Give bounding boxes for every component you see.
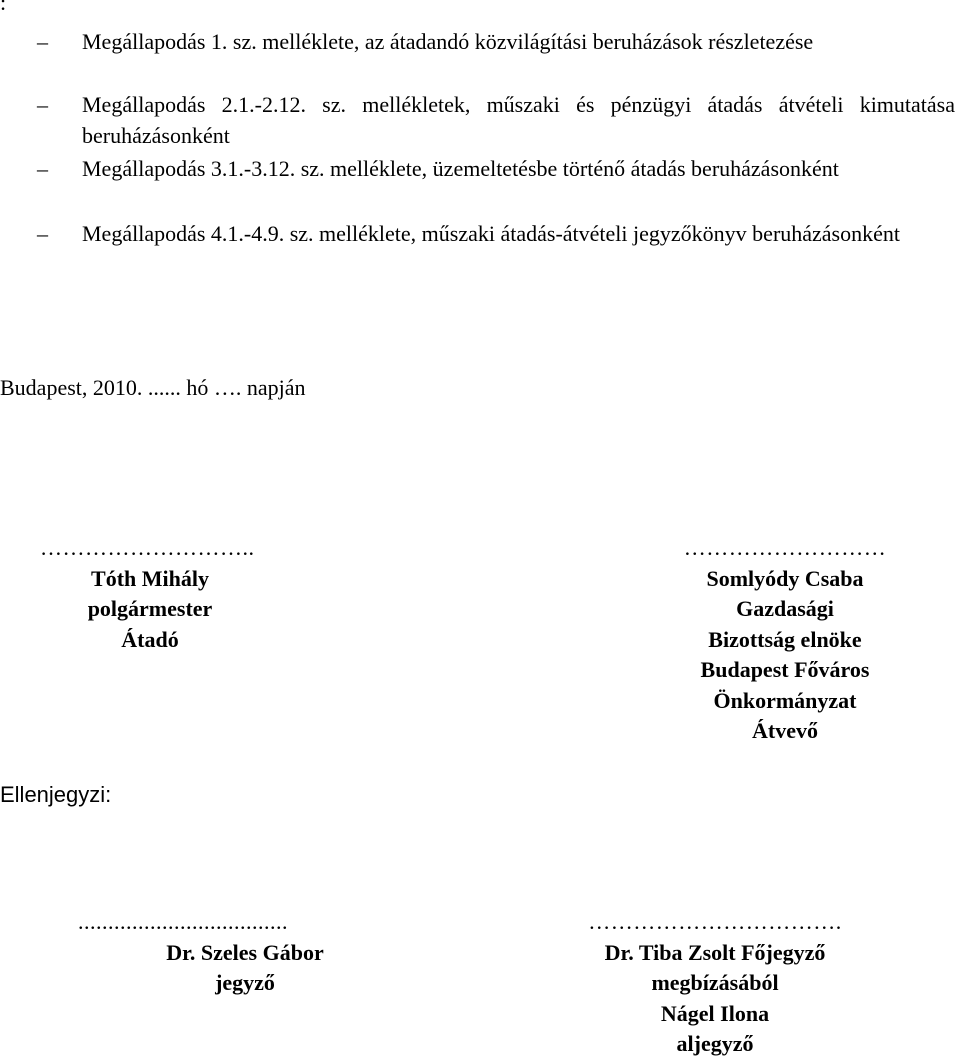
countersignature-block-deputy bbox=[560, 907, 870, 1060]
signatory-title-line: Gazdasági bbox=[736, 596, 834, 621]
signature-line: ……………………….. bbox=[40, 535, 255, 560]
signatory-title-line: Budapest Főváros bbox=[700, 657, 870, 682]
signatory-name: Somlyódy Csaba bbox=[706, 565, 864, 591]
leading-colon: : bbox=[0, 0, 7, 15]
list-item-text: Megállapodás 3.1.-3.12. sz. melléklete, üzemeltetésbe történő átadás beruházásonként bbox=[82, 156, 839, 181]
list-item bbox=[37, 153, 955, 184]
signatory-title-line: Bizottság elnöke bbox=[708, 626, 862, 652]
countersign-label: Ellenjegyzi: bbox=[0, 782, 112, 807]
signatory-name: Nágel Ilona bbox=[660, 1000, 770, 1026]
signature-line: ……………………………. bbox=[588, 909, 842, 934]
dash-bullet: – bbox=[37, 221, 48, 246]
list-item-text: Megállapodás 1. sz. melléklete, az átadandó közvilágítási beruházások részletezése bbox=[82, 29, 814, 54]
signature-block-handover bbox=[40, 533, 260, 655]
list-item bbox=[37, 26, 955, 57]
signatory-line: Dr. Tiba Zsolt Főjegyző bbox=[604, 939, 826, 965]
signatory-line: megbízásából bbox=[651, 970, 779, 995]
signature-line: ……………………… bbox=[683, 535, 887, 560]
list-item bbox=[37, 89, 955, 151]
dash-bullet: – bbox=[37, 156, 48, 181]
signatory-name: Tóth Mihály bbox=[91, 565, 209, 591]
place-date: Budapest, 2010. ...... hó …. napján bbox=[0, 375, 306, 400]
signatory-title: jegyző bbox=[215, 970, 275, 995]
dash-bullet: – bbox=[37, 92, 48, 117]
dash-bullet: – bbox=[37, 29, 48, 54]
signature-block-takeover bbox=[655, 533, 915, 747]
list-item-text: Megállapodás 2.1.-2.12. sz. mellékletek, műszaki és pénzügyi átadás átvételi kimutatása beruházásonként bbox=[82, 92, 955, 148]
signatory-title-line: Önkormányzat bbox=[713, 687, 857, 713]
signature-line: ................................... bbox=[78, 909, 288, 934]
countersignature-block-notary bbox=[60, 907, 430, 999]
signatory-title: aljegyző bbox=[676, 1031, 754, 1056]
list-item bbox=[37, 218, 955, 249]
signatory-role: Átvevő bbox=[752, 718, 818, 743]
signatory-name: Dr. Szeles Gábor bbox=[166, 939, 324, 965]
list-item-text: Megállapodás 4.1.-4.9. sz. melléklete, műszaki átadás-átvételi jegyzőkönyv beruházásonként bbox=[82, 221, 900, 246]
signatory-title: polgármester bbox=[87, 596, 213, 621]
signatory-role: Átadó bbox=[121, 626, 179, 652]
